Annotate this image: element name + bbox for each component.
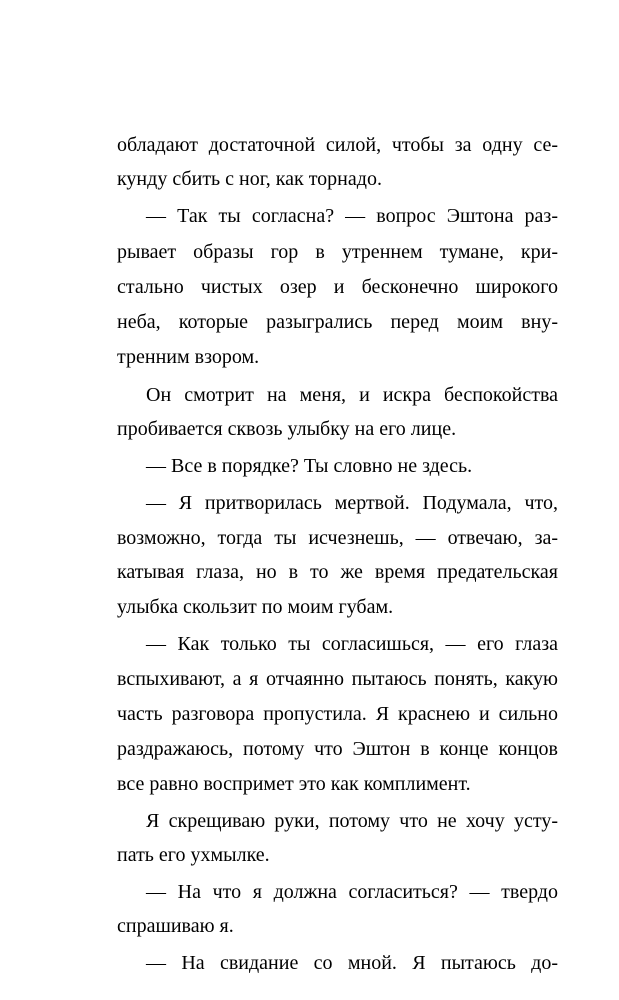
text-line: раздражаюсь, потому что Эштон в конце концов [117, 738, 558, 760]
text-line: — Так ты согласна? — вопрос Эштона раз- [146, 205, 558, 227]
text-line: часть разговора пропустила. Я краснею и сильно [117, 703, 558, 725]
text-line: тренним взором. [117, 346, 260, 368]
text-line: пать его ухмылке. [117, 844, 270, 866]
text-line: возможно, тогда ты исчезнешь, — отвечаю, за- [117, 527, 558, 549]
text-line: — Как только ты согласишься, — его глаза [146, 633, 558, 655]
text-line: стально чистых озер и бесконечно широкого [117, 276, 558, 298]
text-line: катывая глаза, но в то же время предательская [117, 561, 558, 583]
text-line: неба, которые разыгрались перед моим вну- [117, 311, 558, 333]
text-line: вспыхивают, а я отчаянно пытаюсь понять, какую [117, 668, 558, 690]
text-line: Я скрещиваю руки, потому что не хочу усту- [146, 810, 558, 832]
text-line: рывает образы гор в утреннем тумане, кри- [117, 241, 558, 263]
text-line: обладают достаточной силой, чтобы за одну се- [117, 134, 558, 156]
text-line: Он смотрит на меня, и искра беспокойства [146, 384, 558, 406]
text-line: — Я притворилась мертвой. Подумала, что, [146, 492, 558, 514]
text-line: — На что я должна согласиться? — твердо [146, 881, 558, 903]
text-line: кунду сбить с ног, как торнадо. [117, 168, 382, 190]
text-line: улыбка скользит по моим губам. [117, 596, 394, 618]
text-line: — Все в порядке? Ты словно не здесь. [146, 455, 473, 477]
text-line: пробивается сквозь улыбку на его лице. [117, 418, 457, 440]
text-line: спрашиваю я. [117, 915, 234, 937]
text-line: все равно воспримет это как комплимент. [117, 773, 471, 795]
text-line: — На свидание со мной. Я пытаюсь до- [146, 952, 558, 974]
